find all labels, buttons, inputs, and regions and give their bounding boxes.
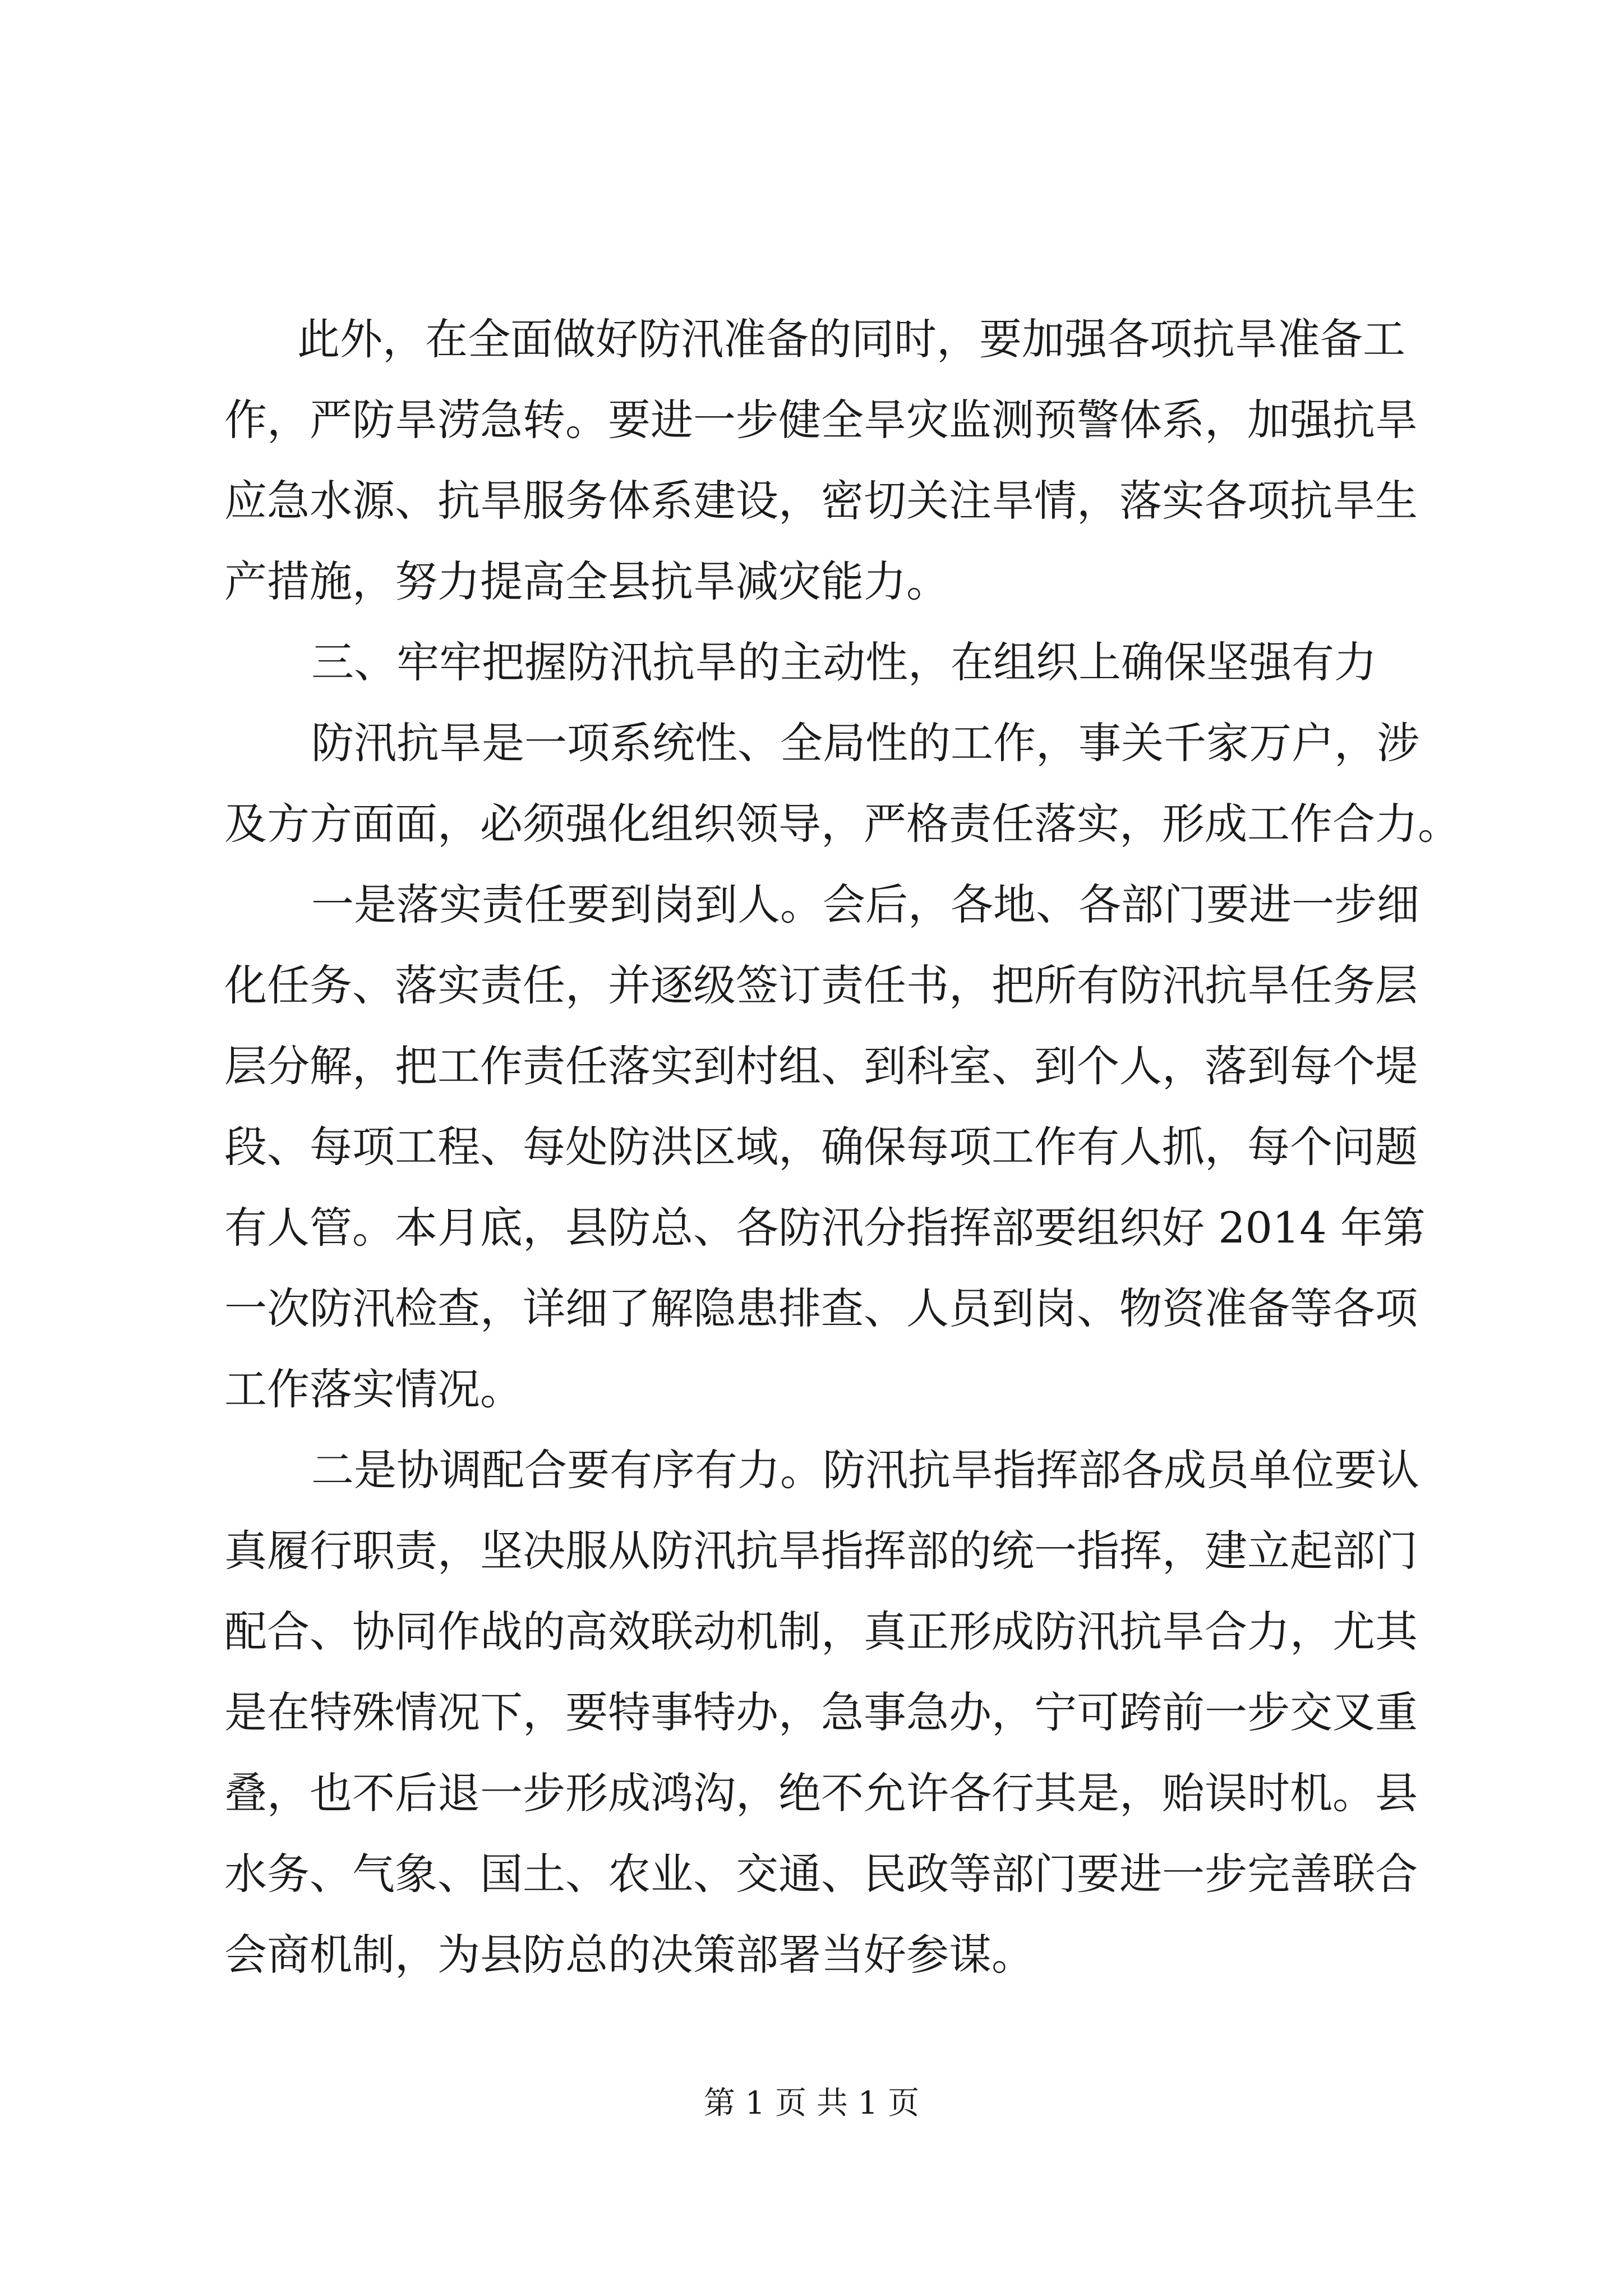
text-line: 及方方面面，必须强化组织领导，严格责任落实，形成工作合力。	[224, 799, 1460, 849]
text-line: 工作落实情况。	[224, 1364, 523, 1414]
page-footer: 第 1 页 共 1 页	[703, 2085, 920, 2122]
text-line: 防汛抗旱是一项系统性、全局性的工作，事关千家万户，涉	[311, 718, 1419, 768]
section-heading: 三、牢牢把握防汛抗旱的主动性，在组织上确保坚强有力	[311, 637, 1377, 687]
text-line: 二是协调配合要有序有力。防汛抗旱指挥部各成员单位要认	[311, 1445, 1419, 1495]
text-line: 一是落实责任要到岗到人。会后，各地、各部门要进一步细	[311, 880, 1419, 930]
text-line: 真履行职责，坚决服从防汛抗旱指挥部的统一指挥，建立起部门	[224, 1526, 1418, 1576]
text-line: 叠，也不后退一步形成鸿沟，绝不允许各行其是，贻误时机。县	[224, 1768, 1418, 1818]
text-line: 作，严防旱涝急转。要进一步健全旱灾监测预警体系，加强抗旱	[224, 395, 1418, 445]
text-line: 此外，在全面做好防汛准备的同时，要加强各项抗旱准备工	[297, 314, 1405, 364]
text-line: 一次防汛检查，详细了解隐患排查、人员到岗、物资准备等各项	[224, 1283, 1418, 1333]
text-line: 产措施，努力提高全县抗旱减灾能力。	[224, 556, 949, 606]
text-line: 水务、气象、国土、农业、交通、民政等部门要进一步完善联合	[224, 1849, 1418, 1899]
text-line: 是在特殊情况下，要特事特办，急事急办，宁可跨前一步交叉重	[224, 1687, 1418, 1737]
text-line: 层分解，把工作责任落实到村组、到科室、到个人，落到每个堤	[224, 1041, 1418, 1091]
text-line: 会商机制，为县防总的决策部署当好参谋。	[224, 1930, 1034, 1980]
text-line: 应急水源、抗旱服务体系建设，密切关注旱情，落实各项抗旱生	[224, 476, 1418, 526]
text-line: 化任务、落实责任，并逐级签订责任书，把所有防汛抗旱任务层	[224, 960, 1418, 1010]
text-line: 段、每项工程、每处防洪区域，确保每项工作有人抓，每个问题	[224, 1122, 1418, 1172]
text-line: 配合、协同作战的高效联动机制，真正形成防汛抗旱合力，尤其	[224, 1607, 1418, 1657]
text-line: 有人管。本月底，县防总、各防汛分指挥部要组织好 2014 年第	[224, 1203, 1426, 1253]
